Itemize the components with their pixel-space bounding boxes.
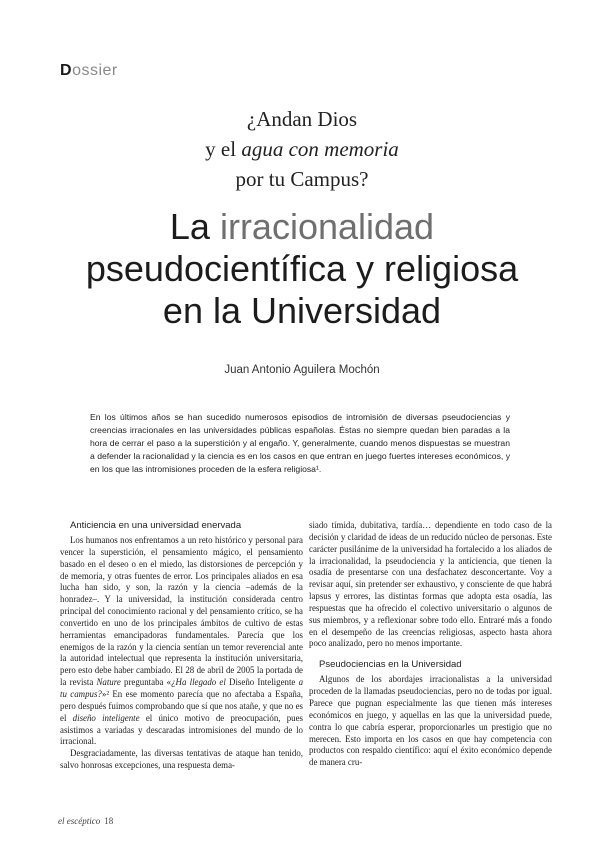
article-title (0, 206, 604, 332)
page-number: 18 (104, 816, 114, 826)
right-paragraph-2: Algunos de los abordajes irracionalistas a la universidad proceden de la llamadas pseudociencias, pero no de todas por igual. Parece que pugnan especialmente las que tienen más intereses económicos en juego, y aquellas en las que la universidad puede, contra lo que cabría esperar, proporcionarles un prestigio que no merecen. Esto importa en los casos en que hay competencia con productos con respaldo científico: aquí el éxito económico depende de manera cru- (309, 674, 552, 768)
italic-run: ¿Ha llegado el (171, 677, 226, 688)
italic-run: a tu campus? (60, 677, 304, 699)
italic-run: diseño inteligente (72, 712, 140, 723)
text-run: Los humanos nos enfrentamos a un reto histórico y personal para vencer la superstición, el pensamiento mágico, el pensamiento basado en el deseo o en el miedo, las distorsiones de percepción y de memoria, y otras fuentes de error. Los principales aliados en esa lucha han sido, y son, la razón y la ciencia –además de la honradez–. Y la universidad, la institución considerada centro principal del conocimiento racional y del pensamiento crítico, se ha convertido en uno de los principales ámbitos de cultivo de estas herramientas emancipadoras fundamentales. Parecía que los enemigos de la razón y la ciencia sentían un temor reverencial ante la autoridad intelectual que representa la institución universitaria, pero esto debe haber cambiado. El 28 de abril de 2005 la portada de la revista (60, 535, 303, 688)
kicker-line-2-italic: agua con memoria (241, 137, 399, 161)
body-column-left (60, 520, 303, 772)
lead-paragraph: En los últimos años se han sucedido numerosos episodios de intromisión de diversas pseudociencias y creencias irracionales en las universidades públicas españolas. Éstas no siempre quedan bien paradas a la hora de cerrar el paso a la superstición y al engaño. Y, generalmente, cuando menos dispuestas se muestran a defender la racionalidad y la ciencia es en los casos en que entran en juego fuertes intereses económicos, y en los que las intromisiones proceden de la esfera religiosa¹. (90, 412, 510, 474)
left-paragraph-2: Desgraciadamente, las diversas tentativas de ataque han tenido, salvo honrosas excepciones, una respuesta dema- (60, 748, 303, 771)
title-line-1 (0, 206, 604, 248)
title-line-3: en la Universidad (162, 290, 442, 331)
kicker-question (0, 104, 604, 194)
left-paragraph-1 (60, 535, 303, 748)
kicker-line-3: por tu Campus? (235, 167, 369, 191)
text-run: Diseño Inteligente (225, 677, 299, 688)
kicker-line-2-text: y el (205, 137, 242, 161)
text-run: preguntaba « (120, 677, 172, 688)
subhead-pseudociencias: Pseudociencias en la Universidad (319, 659, 462, 671)
subhead-anticiencia: Anticiencia en una universidad enervada (70, 520, 242, 531)
section-label-initial: D (60, 62, 73, 79)
magazine-name: el escéptico (58, 816, 101, 826)
text-run: »² En ese momento parecía que no afectaba a España, pero después fuimos comprobando que sí que nos atañe, y que no es el (60, 688, 303, 723)
right-paragraph-1: siado tímida, dubitativa, tardía… dependiente en todo caso de la decisión y claridad de ideas de un reducido núcleo de personas. Este carácter pusilánime de la universidad ha fortalecido a los aliados de la irracionalidad, la pseudociencia y la anticiencia, que tienen la osadía de presentarse con una desfachatez desconcertante. Voy a revisar aquí, sin pretender ser exhaustivo, y consciente de que habrá lapsus y errores, las distintas formas que adopta esta osadía, las respuestas que ha ofrecido el colectivo universitario o algunos de sus miembros, y a reflexionar sobre todo ello. Entraré más a fondo en el desempeño de las creencias religiosas, aspecto hasta ahora poco analizado, pero no menos importante. (309, 520, 552, 649)
title-line-2: pseudocientífica y religiosa (85, 248, 519, 289)
title-line-1-text: La (169, 206, 220, 247)
kicker-line-2 (0, 134, 604, 164)
kicker-line-1: ¿Andan Dios (246, 107, 358, 131)
title-accent-word: irracionalidad (219, 206, 435, 247)
text-run: el único motivo de preocupación, pues asistimos a variadas y descaradas intromisiones del mundo de lo irracional. (60, 712, 304, 747)
section-label (60, 62, 118, 80)
body-column-right (309, 520, 552, 769)
page-footer (58, 816, 113, 826)
italic-run: Nature (96, 677, 121, 688)
author-byline: Juan Antonio Aguilera Mochón (224, 364, 380, 376)
section-label-rest: ossier (72, 62, 118, 79)
